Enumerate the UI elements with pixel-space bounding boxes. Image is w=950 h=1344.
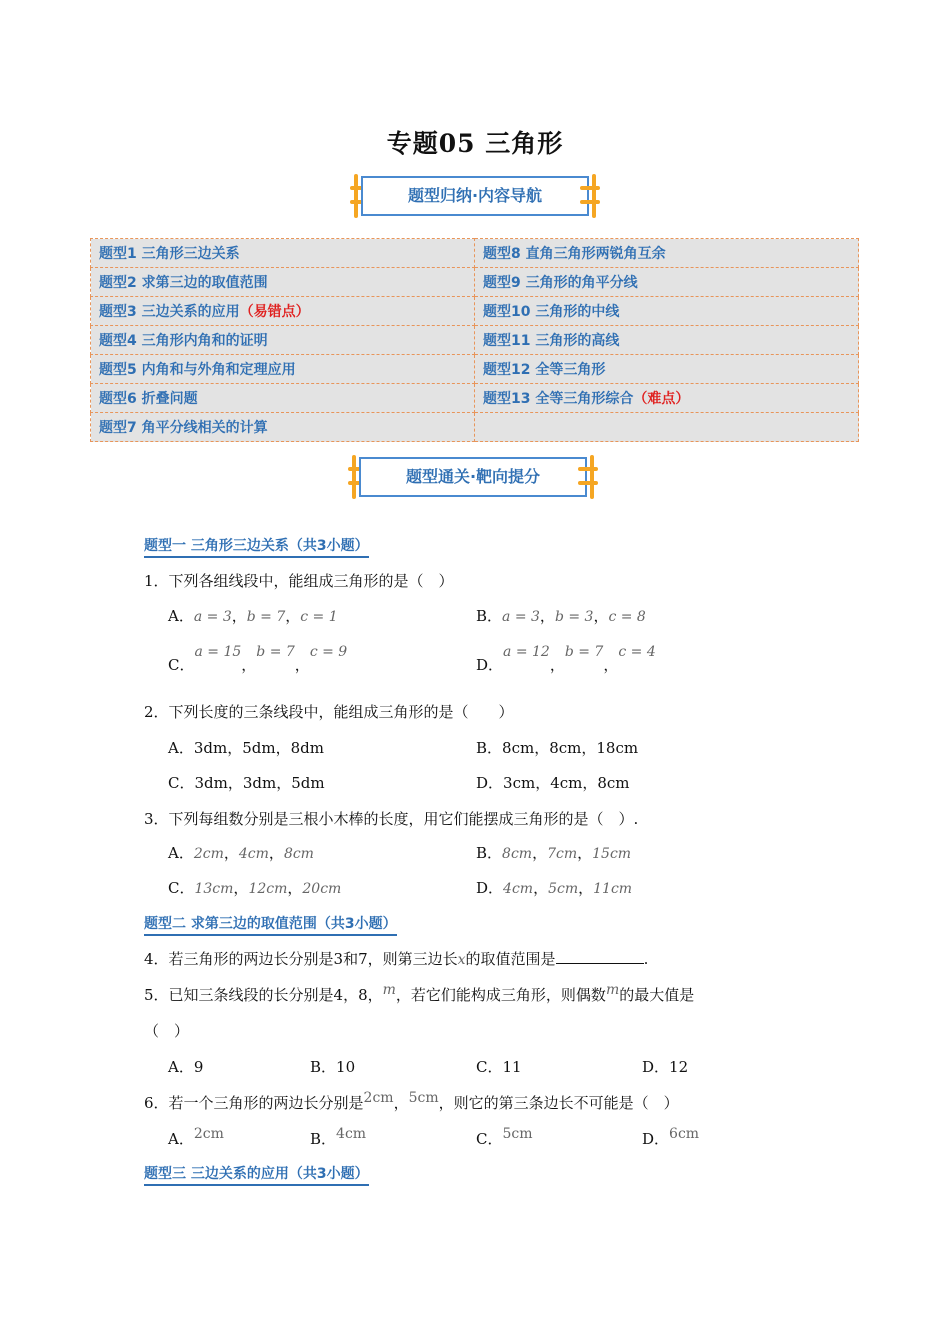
- math-var-m: m: [382, 982, 396, 998]
- q6-option-a[interactable]: [168, 1128, 224, 1149]
- math-a: a = 3: [193, 609, 232, 625]
- q1-option-b[interactable]: [476, 605, 646, 626]
- nav-topic-label: 题型2 求第三边的取值范围: [99, 275, 268, 291]
- nav-cell-right[interactable]: [475, 384, 859, 413]
- section-heading-2: 题型二 求第三边的取值范围（共3小题）: [144, 913, 397, 936]
- nav-topic-label: 题型1 三角形三边关系: [99, 246, 240, 262]
- nav-cell-right: [475, 413, 859, 442]
- q3-option-a[interactable]: [168, 842, 314, 863]
- nav-cell-left[interactable]: [91, 239, 475, 268]
- nav-row: [91, 384, 859, 413]
- nav-topic-note: （易错点）: [239, 304, 310, 320]
- nav-cell-left[interactable]: [91, 326, 475, 355]
- math-value: 2cm: [193, 1126, 224, 1142]
- banner-bar: [578, 467, 598, 471]
- comma: ，: [533, 879, 549, 897]
- banner-nav: [350, 174, 600, 218]
- math-value: 4cm: [336, 1126, 367, 1142]
- banner-nav-label: 题型归纳·内容导航: [361, 176, 589, 216]
- option-key: A．: [168, 844, 194, 862]
- q5-option-b[interactable]: B．10: [310, 1058, 356, 1076]
- math-c: c = 1: [300, 609, 338, 625]
- nav-row: [91, 413, 859, 442]
- nav-cell-right[interactable]: [475, 326, 859, 355]
- option-key: B．: [476, 844, 503, 862]
- math-value: 7cm: [547, 846, 578, 862]
- math-c: c = 9: [309, 644, 348, 660]
- math-b: b = 7: [564, 644, 604, 660]
- q6-text: ，则它的第三条边长不可能是（ ）: [438, 1094, 679, 1112]
- comma: ，: [539, 607, 555, 625]
- banner-bar: [580, 200, 600, 204]
- math-value: 11cm: [593, 881, 633, 897]
- q3-option-d[interactable]: [476, 877, 632, 898]
- q5-text: ，若它们能构成三角形，则偶数: [395, 986, 606, 1004]
- math-a: a = 3: [502, 609, 540, 625]
- q4-text: 4．若三角形的两边长分别是3和7，则第三边长: [144, 950, 458, 968]
- math-a: a = 12: [503, 644, 550, 660]
- math-value: 5cm: [548, 881, 579, 897]
- nav-cell-right[interactable]: [475, 297, 859, 326]
- q5-option-d[interactable]: D．12: [642, 1058, 689, 1076]
- nav-topic-label: 题型8 直角三角形两锐角互余: [483, 246, 666, 262]
- comma: ，: [287, 879, 303, 897]
- q6-text: 6．若一个三角形的两边长分别是: [144, 1094, 364, 1112]
- comma: ，: [223, 844, 239, 862]
- banner-left-post: [354, 174, 358, 218]
- question-2-stem: 2．下列长度的三条线段中，能组成三角形的是（ ）: [144, 703, 514, 721]
- q5-option-a[interactable]: A．9: [168, 1058, 204, 1076]
- q5-option-c[interactable]: C．11: [476, 1058, 522, 1076]
- nav-topic-label: 题型7 角平分线相关的计算: [99, 420, 268, 436]
- math-var-m: m: [605, 982, 620, 998]
- nav-topic-label: 题型13 全等三角形综合: [483, 391, 634, 407]
- page-title: 专题05 三角形: [386, 129, 564, 158]
- q6-option-b[interactable]: [310, 1128, 366, 1149]
- math-value: 15cm: [592, 846, 632, 862]
- comma: ，: [231, 607, 247, 625]
- question-6: [144, 1092, 679, 1113]
- nav-topic-label: 题型11 三角形的高线: [483, 333, 620, 349]
- comma: ，: [603, 656, 619, 674]
- option-key: A．: [168, 607, 194, 625]
- nav-topic-label: 题型9 三角形的角平分线: [483, 275, 638, 291]
- q1-option-c[interactable]: [168, 640, 347, 672]
- nav-topic-label: 题型6 折叠问题: [99, 391, 198, 407]
- math-value: 8cm: [283, 846, 314, 862]
- math-value: 20cm: [302, 881, 342, 897]
- nav-cell-right[interactable]: [475, 268, 859, 297]
- banner-right-post: [592, 174, 596, 218]
- q6-option-d[interactable]: [642, 1128, 699, 1149]
- nav-row: [91, 239, 859, 268]
- banner-right-post: [590, 455, 594, 499]
- nav-topic-label: 题型5 内角和与外角和定理应用: [99, 362, 296, 378]
- banner-bar: [578, 481, 598, 485]
- nav-cell-left[interactable]: [91, 413, 475, 442]
- q1-option-d[interactable]: [476, 640, 656, 672]
- comma: ，: [593, 607, 609, 625]
- option-key: C．: [476, 1130, 503, 1148]
- nav-topic-label: 题型12 全等三角形: [483, 362, 606, 378]
- math-value: 2cm: [193, 846, 224, 862]
- comma: ，: [268, 844, 284, 862]
- option-key: D．: [476, 879, 504, 897]
- math-value: 13cm: [194, 881, 234, 897]
- q2-option-b[interactable]: B．8cm，8cm，18cm: [476, 739, 639, 757]
- q3-option-c[interactable]: [168, 877, 341, 898]
- math-c: c = 4: [618, 644, 656, 660]
- q6-option-c[interactable]: [476, 1128, 533, 1149]
- math-b: b = 7: [246, 609, 286, 625]
- question-1-stem: 1．下列各组线段中，能组成三角形的是（ ）: [144, 572, 454, 590]
- comma: ，: [532, 844, 548, 862]
- nav-topic-label: 题型10 三角形的中线: [483, 304, 620, 320]
- comma: ，: [285, 607, 301, 625]
- banner-practice: [348, 455, 598, 499]
- math-a: a = 15: [194, 644, 242, 660]
- math-value: 6cm: [669, 1126, 700, 1142]
- math-c: c = 8: [608, 609, 646, 625]
- math-value: 8cm: [502, 846, 533, 862]
- nav-cell-left[interactable]: [91, 355, 475, 384]
- q2-option-a[interactable]: A．3dm，5dm，8dm: [168, 739, 324, 757]
- comma: ，: [578, 879, 594, 897]
- nav-topic-label: 题型3 三边关系的应用: [99, 304, 240, 320]
- nav-row: [91, 268, 859, 297]
- comma: ，: [294, 656, 310, 674]
- q5-text: 的最大值是: [619, 986, 695, 1004]
- banner-bar: [580, 186, 600, 190]
- q4-end: .: [643, 950, 649, 968]
- banner-practice-label: 题型通关·靶向提分: [359, 457, 587, 497]
- option-key: D．: [476, 656, 504, 674]
- section-heading-3: 题型三 三边关系的应用（共3小题）: [144, 1163, 369, 1186]
- math-b: b = 3: [554, 609, 594, 625]
- option-key: D．: [642, 1130, 670, 1148]
- q2-option-c[interactable]: C．3dm，3dm，5dm: [168, 774, 325, 792]
- math-value: 2cm: [363, 1090, 394, 1106]
- comma: ，: [549, 656, 565, 674]
- topic-nav-table: [90, 238, 859, 442]
- option-key: A．: [168, 1130, 194, 1148]
- q5-text: 5．已知三条线段的长分别是4，8，: [144, 986, 383, 1004]
- option-key: B．: [310, 1130, 337, 1148]
- section-heading-1: 题型一 三角形三边关系（共3小题）: [144, 535, 369, 558]
- q5-paren: （ ）: [144, 1022, 190, 1040]
- nav-cell-left[interactable]: [91, 297, 475, 326]
- question-5: [144, 984, 694, 1005]
- question-3-stem: 3．下列每组数分别是三根小木棒的长度，用它们能摆成三角形的是（ ）.: [144, 810, 639, 828]
- nav-row: [91, 355, 859, 384]
- nav-row: [91, 326, 859, 355]
- comma: ，: [241, 656, 257, 674]
- nav-cell-right[interactable]: [475, 355, 859, 384]
- nav-row: [91, 297, 859, 326]
- question-4: [144, 948, 648, 969]
- banner-left-post: [352, 455, 356, 499]
- math-value: 5cm: [502, 1126, 533, 1142]
- math-value: 4cm: [503, 881, 534, 897]
- option-key: C．: [168, 656, 195, 674]
- option-key: B．: [476, 607, 503, 625]
- q1-option-a[interactable]: [168, 605, 338, 626]
- q2-option-d[interactable]: D．3cm，4cm，8cm: [476, 774, 630, 792]
- nav-cell-right[interactable]: [475, 239, 859, 268]
- option-key: C．: [168, 879, 195, 897]
- comma: ，: [393, 1094, 409, 1112]
- answer-blank[interactable]: [556, 963, 644, 964]
- comma: ，: [233, 879, 249, 897]
- nav-cell-left[interactable]: [91, 268, 475, 297]
- math-var-x: x: [457, 952, 466, 968]
- math-value: 4cm: [238, 846, 269, 862]
- math-b: b = 7: [256, 644, 295, 660]
- comma: ，: [577, 844, 593, 862]
- nav-topic-note: （难点）: [633, 391, 690, 407]
- math-value: 5cm: [408, 1090, 439, 1106]
- q4-text: 的取值范围是: [465, 950, 556, 968]
- q3-option-b[interactable]: [476, 842, 631, 863]
- math-value: 12cm: [248, 881, 288, 897]
- nav-topic-label: 题型4 三角形内角和的证明: [99, 333, 268, 349]
- nav-cell-left[interactable]: [91, 384, 475, 413]
